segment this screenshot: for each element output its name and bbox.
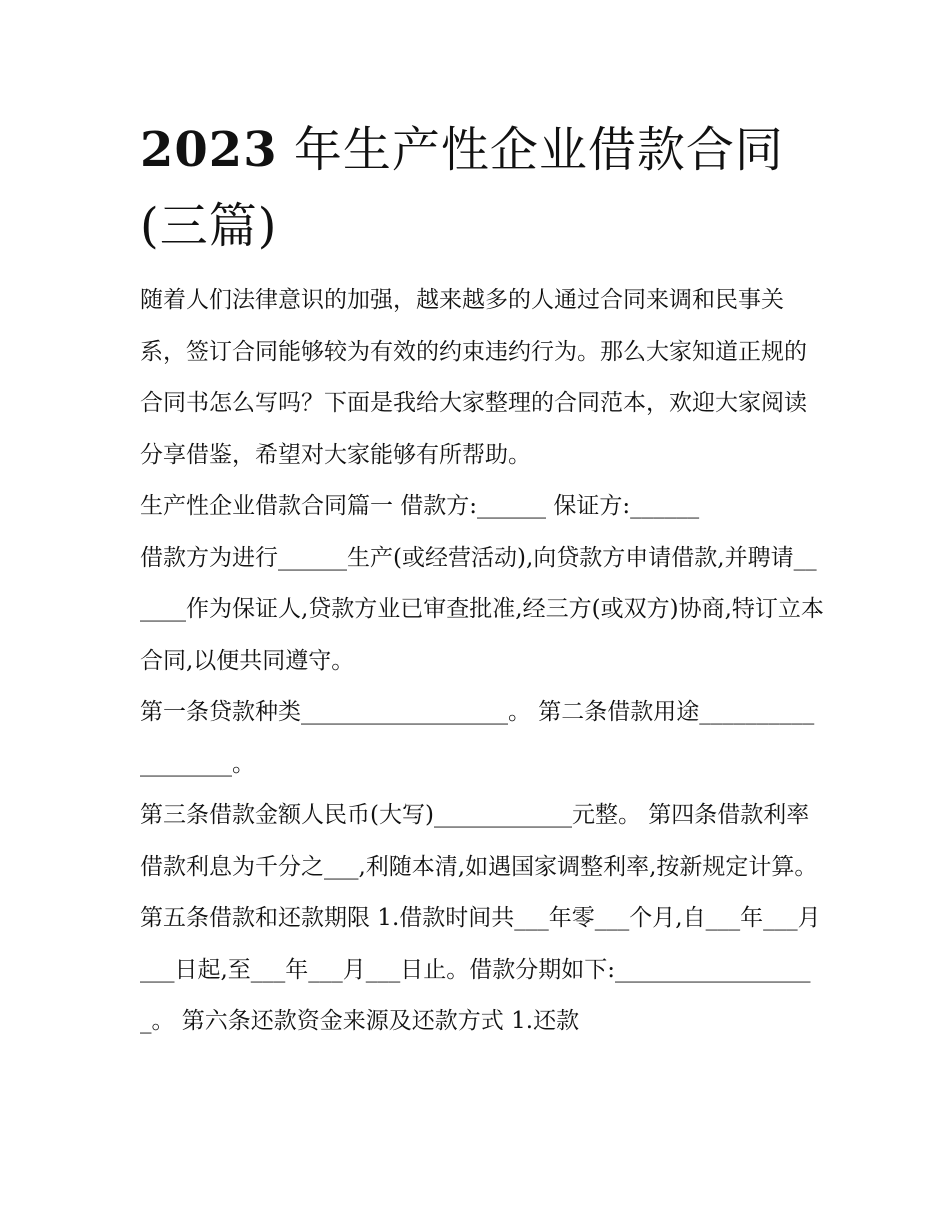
article-1-2-paragraph: 第一条贷款种类__________________。 第二条借款用途__________________。 — [140, 699, 815, 777]
document-body — [140, 275, 825, 1048]
article-3-4-paragraph: 第三条借款金额人民币(大写)____________元整。 第四条借款利率借款利息为千分之___,利随本清,如遇国家调整利率,按新规定计算。 — [140, 802, 818, 880]
contract-parties-paragraph: 生产性企业借款合同篇一 借款方:______ 保证方:______ — [140, 493, 700, 519]
article-5-6-paragraph: 第五条借款和还款期限 1.借款时间共___年零___个月,自___年___月___日起,至___年___月___日止。借款分期如下:__________________。 第六条还款资金来源及还款方式 1.还款 — [140, 905, 821, 1034]
contract-preamble-paragraph: 借款方为进行______生产(或经营活动),向贷款方申请借款,并聘请______作为保证人,贷款方业已审查批准,经三方(或双方)协商,特订立本合同,以便共同遵守。 — [140, 544, 824, 674]
document-title — [140, 112, 820, 264]
intro-paragraph: 随着人们法律意识的加强，越来越多的人通过合同来调和民事关系，签订合同能够较为有效的约束违约行为。那么大家知道正规的合同书怎么写吗？下面是我给大家整理的合同范本，欢迎大家阅读分享借鉴，希望对大家能够有所帮助。 — [140, 287, 807, 468]
title-text: 年生产性企业借款合同(三篇) — [140, 122, 784, 254]
title-year: 2023 — [140, 122, 278, 178]
